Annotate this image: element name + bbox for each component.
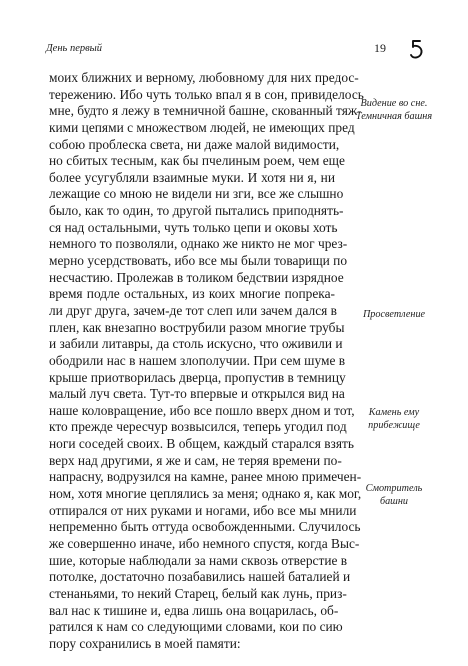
body-line: вал нас к тишине и, едва лишь она воцарилась, об- xyxy=(49,602,339,618)
body-line: наше коловращение, ибо все пошло вверх дном и тот, xyxy=(49,402,355,418)
body-line: собою проблеска света, ни даже малой видимости, xyxy=(49,136,340,152)
body-line: и забили литавры, да столь искусно, что оживили и xyxy=(49,336,343,352)
body-line: немного то позволяли, однако же никто не мог чрез- xyxy=(49,236,348,252)
body-line: ободрили нас в нашем злополучии. При сем шуме в xyxy=(49,352,346,368)
body-line: кто прежде чересчур возвысился, теперь угодил под xyxy=(49,419,347,435)
body-line: шие, которые наблюдали за нами сквозь отверстие в xyxy=(49,552,348,568)
body-line: крыше приотворилась дверца, пропустив в темницу xyxy=(49,369,346,385)
margin-note-line: Камень ему xyxy=(368,407,420,418)
margin-note-stone xyxy=(346,406,442,432)
page-number: 19 xyxy=(374,41,386,55)
body-line: ноги соседей своих. В общем, каждый старался взять xyxy=(49,436,354,452)
margin-note-enlightenment xyxy=(346,308,442,321)
margin-note-line: Темничная башня xyxy=(355,111,433,122)
body-line: потолке, достаточно позабавились нашей баталией и xyxy=(49,569,351,585)
body-line: ратился к нам со следующими словами, кои по сию xyxy=(49,619,343,635)
margin-note-line: Смотритель xyxy=(365,483,423,494)
body-line: тережению. Ибо чуть только впал я в сон, привиделось xyxy=(49,86,364,102)
body-line: же совершенно иначе, ибо немного спустя, когда Выс- xyxy=(49,535,360,551)
body-line: отпирался от них руками и ногами, ибо все мы мнили xyxy=(49,502,357,518)
body-line: несчастию. Пролежав в толиком бедствии изрядное xyxy=(49,269,344,285)
margin-note-line: Видение во сне. xyxy=(360,98,428,109)
body-text xyxy=(49,70,364,652)
margin-note-line: башни xyxy=(379,496,409,507)
margin-note-line: Просветление xyxy=(362,309,426,320)
body-line: плен, как внезапно вострубили разом многие трубы xyxy=(49,319,345,335)
margin-note-line: прибежище xyxy=(368,420,420,431)
body-line: мне, будто я лежу в темничной башне, скованный тяж- xyxy=(49,103,362,119)
body-line: лежащие со мною не видели ни зги, все же слышно xyxy=(49,186,344,202)
body-line: ся над остальными, чуть только цепи и оковы хоть xyxy=(49,219,338,235)
body-line: мерно усердствовать, ибо все мы были товарищи по xyxy=(49,253,348,269)
body-line: было, как то один, то другой пытались приподнять- xyxy=(49,203,344,219)
running-title: День первый xyxy=(46,43,103,54)
body-line: верх над другими, я же и сам, не теряя времени по- xyxy=(49,452,342,468)
body-line: пору сохранились в моей памяти: xyxy=(49,635,241,651)
body-line: ном, хотя многие цеплялись за меня; однако я, как мог, xyxy=(49,486,362,502)
body-line: время подле остальных, из коих многие попрека- xyxy=(49,286,335,302)
body-line: ли друг друга, зачем-де тот слеп или зачем дался в xyxy=(49,302,337,318)
margin-note-vision xyxy=(346,97,442,123)
body-line: малый луч света. Тут-то впервые и открылся вид на xyxy=(49,386,345,402)
margin-note-warden xyxy=(346,482,442,508)
body-line: непременно быть оттуда освобожденными. Случилось xyxy=(49,519,361,535)
ornament-icon xyxy=(404,38,428,62)
body-line: стенаньями, то некий Старец, белый как лунь, приз- xyxy=(49,585,347,601)
body-line: кими цепями с множеством людей, не имеющих пред xyxy=(49,119,355,135)
body-line: но сбитых тесным, как бы пчелиным роем, чем еще xyxy=(49,153,345,169)
body-line: напрасну, водрузился на камне, ранее мною примечен- xyxy=(49,469,362,485)
body-line: моих ближних и верному, любовному для них предос- xyxy=(49,70,359,85)
body-line: более усугубляли взаимные муки. И хотя ни я, ни xyxy=(49,169,335,185)
